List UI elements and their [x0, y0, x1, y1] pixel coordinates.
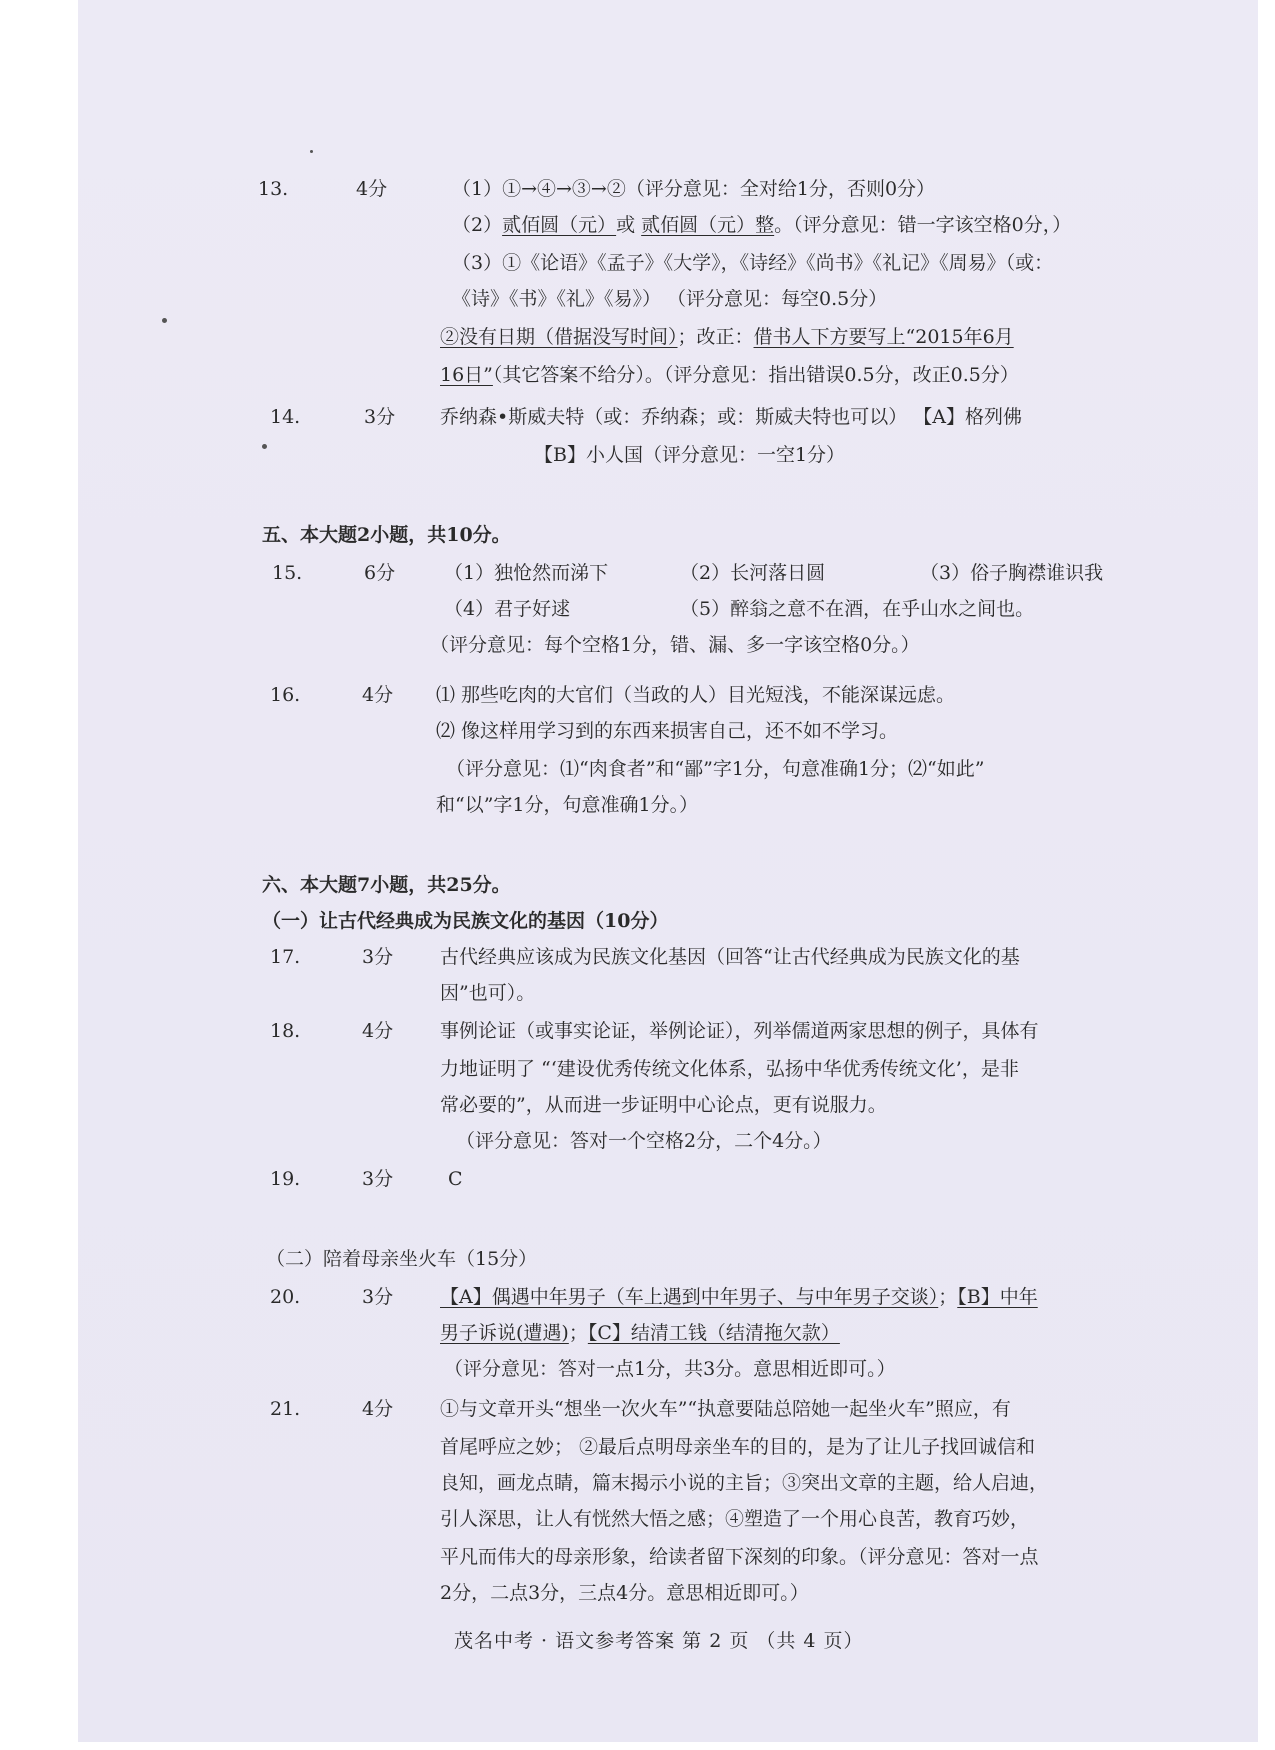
q20-score: 3分 [362, 1286, 394, 1308]
q21-score: 4分 [362, 1398, 394, 1420]
q13-number: 13. [258, 178, 289, 200]
q16-score: 4分 [362, 684, 394, 706]
q19-score: 3分 [362, 1168, 394, 1190]
q20-separator-2: ； [568, 1322, 588, 1344]
q15-answer-3: （3）俗子胸襟谁识我 [920, 562, 1104, 584]
q15-answer-4: （4）君子好逑 [444, 598, 571, 620]
q20-answer-b-start: 【B】中年 [957, 1286, 1038, 1308]
q13-l5-fix-label: ；改正： [677, 326, 754, 348]
q21-line5: 平凡而伟大的母亲形象，给读者留下深刻的印象。（评分意见：答对一点 [440, 1546, 1039, 1568]
q13-line1: （1）①→④→③→②（评分意见：全对给1分，否则0分） [452, 178, 936, 200]
q13-l2-prefix: （2） [452, 214, 503, 236]
q13-l5-error: ②没有日期（借据没写时间） [440, 326, 678, 348]
q16-line1: ⑴ 那些吃肉的大官们（当政的人）目光短浅，不能深谋远虑。 [436, 684, 956, 706]
q21-number: 21. [270, 1398, 301, 1420]
page-footer: 茂名中考 · 语文参考答案 第 2 页 （共 4 页） [454, 1630, 864, 1652]
q20-answer-a: 【A】偶遇中年男子（车上遇到中年男子、与中年男子交谈） [440, 1286, 939, 1308]
q20-separator: ； [938, 1286, 958, 1308]
q13-line3: （3）①《论语》《孟子》《大学》，《诗经》《尚书》《礼记》《周易》（或： [452, 252, 1054, 274]
q13-l6-note: （其它答案不给分）。（评分意见：指出错误0.5分，改正0.5分） [492, 364, 1019, 386]
q18-scoring-note: （评分意见：答对一个空格2分，二个4分。） [456, 1130, 832, 1152]
q20-scoring-note: （评分意见：答对一点1分，共3分。意思相近即可。） [444, 1358, 896, 1380]
q16-line4: 和“以”字1分，句意准确1分。） [436, 794, 699, 816]
q13-l2-or: 或 [616, 214, 642, 236]
q18-line2: 力地证明了 “‘建设优秀传统文化体系，弘扬中华优秀传统文化’，是非 [440, 1058, 1019, 1080]
q21-line2: 首尾呼应之妙； ②最后点明母亲坐车的目的，是为了让儿子找回诚信和 [440, 1436, 1036, 1458]
q16-line3: （评分意见：⑴“肉食者”和“鄙”字1分，句意准确1分；⑵“如此” [446, 758, 985, 780]
q20-number: 20. [270, 1286, 301, 1308]
section6-part2-title: （二）陪着母亲坐火车（15分） [266, 1248, 538, 1270]
q13-l2-answer-a: 贰佰圆（元） [502, 214, 617, 236]
q21-line4: 引人深思，让人有恍然大悟之感；④塑造了一个用心良苦，教育巧妙， [440, 1508, 1030, 1530]
q14-number: 14. [270, 406, 301, 428]
q19-answer: C [448, 1168, 463, 1190]
q20-line2 [440, 1314, 840, 1352]
q14-line1: 乔纳森•斯威夫特（或：乔纳森；或：斯威夫特也可以） 【A】格列佛 [440, 406, 1022, 428]
q13-score: 4分 [356, 178, 388, 200]
q14-line2: 【B】小人国（评分意见：一空1分） [534, 444, 846, 466]
q13-l5-fix: 借书人下方要写上“2015年6月 [753, 326, 1014, 348]
q13-line4: 《诗》《书》《礼》《易》） （评分意见：每空0.5分） [452, 288, 888, 310]
q19-number: 19. [270, 1168, 301, 1190]
q20-answer-b-end: 男子诉说(遭遇) [440, 1322, 569, 1344]
q15-number: 15. [272, 562, 303, 584]
q20-answer-c: 【C】结清工钱（结清拖欠款） [587, 1322, 840, 1344]
q13-l2-note: 。（评分意见：错一字该空格0分，） [774, 214, 1072, 236]
section6-part1-title: （一）让古代经典成为民族文化的基因（10分） [262, 910, 669, 932]
q17-line2: 因”也可）。 [440, 982, 536, 1004]
q13-line5 [440, 318, 1014, 356]
q18-line3: 常必要的”，从而进一步证明中心论点，更有说服力。 [440, 1094, 887, 1116]
q18-number: 18. [270, 1020, 301, 1042]
q21-line1: ①与文章开头“想坐一次火车”“执意要陆总陪她一起坐火车”照应，有 [440, 1398, 1011, 1420]
q21-line3: 良知，画龙点睛，篇末揭示小说的主旨；③突出文章的主题，给人启迪， [440, 1472, 1049, 1494]
q13-line6 [440, 356, 1019, 394]
q13-l2-answer-b: 贰佰圆（元）整 [641, 214, 775, 236]
section6-title: 六、本大题7小题，共25分。 [262, 874, 511, 896]
q15-answer-2: （2）长河落日圆 [680, 562, 826, 584]
q13-l6-fix-end: 16日” [440, 364, 493, 386]
q17-score: 3分 [362, 946, 394, 968]
q18-line1: 事例论证（或事实论证，举例论证），列举儒道两家思想的例子，具体有 [440, 1020, 1039, 1042]
q20-line1 [440, 1278, 1038, 1316]
q15-score: 6分 [364, 562, 396, 584]
q18-score: 4分 [362, 1020, 394, 1042]
q21-line6: 2分，二点3分，三点4分。意思相近即可。） [440, 1582, 809, 1604]
q15-answer-5: （5）醉翁之意不在酒，在乎山水之间也。 [680, 598, 1035, 620]
scan-speck [262, 444, 267, 449]
q15-scoring-note: （评分意见：每个空格1分，错、漏、多一字该空格0分。） [430, 634, 920, 656]
scan-speck [310, 150, 313, 153]
q15-answer-1: （1）独怆然而涕下 [444, 562, 609, 584]
q17-number: 17. [270, 946, 301, 968]
q17-line1: 古代经典应该成为民族文化基因（回答“让古代经典成为民族文化的基 [440, 946, 1020, 968]
scan-speck [162, 318, 167, 323]
q13-line2 [452, 206, 1071, 244]
q16-line2: ⑵ 像这样用学习到的东西来损害自己，还不如不学习。 [436, 720, 899, 742]
section5-title: 五、本大题2小题，共10分。 [262, 524, 511, 546]
q14-score: 3分 [364, 406, 396, 428]
q16-number: 16. [270, 684, 301, 706]
